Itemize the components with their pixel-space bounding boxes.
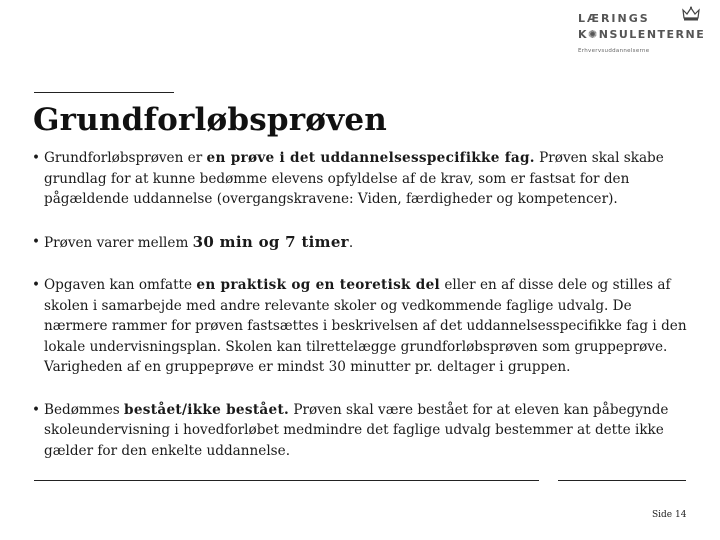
bullet-list <box>30 148 690 461</box>
logo-text-line1: LÆRINGS <box>578 12 650 25</box>
bullet-1-pre: Grundforløbsprøven er <box>44 150 207 166</box>
bullet-2-post: . <box>348 234 354 251</box>
bullet-2-pre: Prøven varer mellem <box>44 234 193 251</box>
bullet-3-bold: en praktisk og en teoretisk del <box>196 277 441 293</box>
page-title: Grundforløbsprøven <box>33 102 388 138</box>
bullet-2-bold: 30 min og 7 timer <box>192 232 349 251</box>
logo-subtitle: Erhvervsuddannelserne <box>578 48 650 54</box>
title-rule <box>34 92 174 93</box>
bullet-1-post: Prøven skal skabe grundlag for at kunne bedømme elevens opfyldelse af de krav, som er fastsat for den pågældende uddannelse (overgangskravene: Viden, færdigheder og kompetencer). <box>44 150 664 207</box>
bullet-item-3 <box>30 275 690 378</box>
bullet-3-post: eller en af disse dele og stilles af skolen i samarbejde med andre relevante skoler og vedkommende faglige udvalg. De nærmere rammer for prøven fastsættes i beskrivelsen af det uddannelsesspecifikke fag i den lokale undervisningsplan. Skolen kan tilrettelægge grundforløbsprøven som gruppeprøve. Varigheden af en gruppeprøve er mindst 30 minutter pr. deltager i gruppen. <box>44 277 687 375</box>
crown-icon <box>682 6 700 22</box>
bullet-1-bold: en prøve i det uddannelsesspecifikke fag. <box>206 150 535 166</box>
logo <box>578 6 706 56</box>
bullet-4-pre: Bedømmes <box>44 401 125 418</box>
logo-text-line2: K✺NSULENTERNE <box>578 28 706 41</box>
bullet-item-4 <box>30 400 690 462</box>
bullet-3-pre: Opgaven kan omfatte <box>44 277 197 293</box>
bullet-4-bold: bestået/ikke bestået. <box>124 401 290 418</box>
footer-rule-right <box>558 480 686 481</box>
bullet-item-2 <box>30 232 690 254</box>
bullet-4-post: Prøven skal være bestået for at eleven kan påbegynde skoleundervisning i hovedforløbet medmindre det faglige udvalg bestemmer at dette ikke gælder for den enkelte uddannelse. <box>44 401 669 459</box>
bullet-item-1 <box>30 148 690 210</box>
footer-rule-left <box>34 480 539 481</box>
page-number: Side 14 <box>652 510 687 520</box>
